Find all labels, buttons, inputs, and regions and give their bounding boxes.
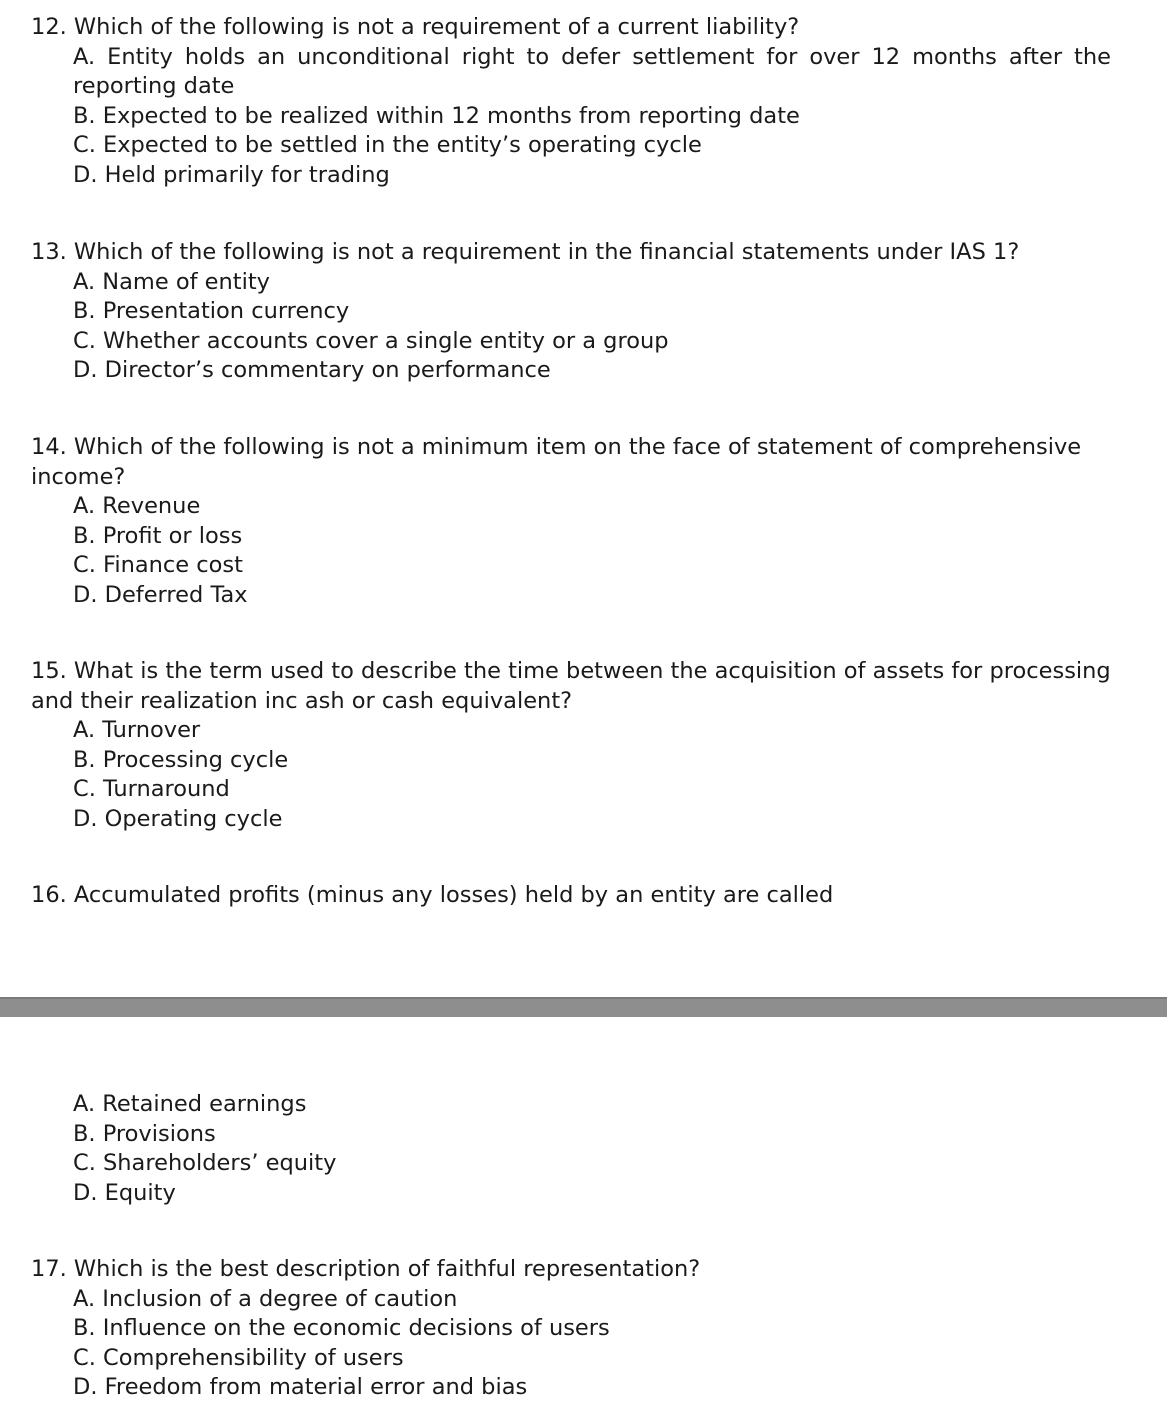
question-17-option-a: A. Inclusion of a degree of caution	[73, 1285, 458, 1312]
question-15-option-b: B. Processing cycle	[73, 746, 289, 773]
question-12-options	[31, 43, 1111, 191]
question-13-text: 13. Which of the following is not a requirement in the financial statements under IAS 1?	[31, 239, 1020, 265]
question-14	[31, 433, 1111, 610]
question-17-option-d: D. Freedom from material error and bias	[73, 1374, 528, 1400]
question-12-option-a: A. Entity holds an unconditional right to defer settlement for over 12 months after the reporting date	[73, 43, 1111, 99]
question-13-option-a: A. Name of entity	[73, 268, 270, 295]
question-15-option-d: D. Operating cycle	[73, 805, 283, 832]
question-17-option-c: C. Comprehensibility of users	[73, 1344, 404, 1371]
question-16-option-d: D. Equity	[73, 1179, 176, 1206]
question-16-options	[31, 1090, 1073, 1208]
question-15-text: 15. What is the term used to describe the time between the acquisition of assets for processing and their realization inc ash or cash equivalent?	[31, 658, 1111, 714]
page-separator	[0, 997, 1167, 1017]
question-12-option-c: C. Expected to be settled in the entity’s operating cycle	[73, 132, 702, 158]
question-14-option-b: B. Profit or loss	[73, 522, 243, 549]
question-12	[31, 13, 1111, 190]
question-12-option-b: B. Expected to be realized within 12 months from reporting date	[73, 102, 800, 129]
question-16-option-b: B. Provisions	[73, 1120, 216, 1147]
question-17-option-b: B. Influence on the economic decisions of users	[73, 1315, 610, 1341]
question-17-options	[31, 1285, 1111, 1403]
question-16-option-c: C. Shareholders’ equity	[73, 1150, 337, 1176]
question-13-option-d: D. Director’s commentary on performance	[73, 357, 551, 383]
question-16	[31, 881, 1111, 911]
question-14-option-d: D. Deferred Tax	[73, 581, 248, 608]
question-13-options	[31, 268, 1111, 386]
question-12-option-d: D. Held primarily for trading	[73, 161, 390, 188]
question-15-options	[31, 716, 1111, 834]
question-15	[31, 657, 1111, 834]
question-14-option-c: C. Finance cost	[73, 552, 243, 578]
question-14-option-a: A. Revenue	[73, 493, 201, 519]
question-15-option-c: C. Turnaround	[73, 776, 230, 802]
question-17-text: 17. Which is the best description of faithful representation?	[31, 1256, 701, 1282]
question-15-option-a: A. Turnover	[73, 717, 201, 743]
question-13	[31, 238, 1111, 386]
question-16-text: 16. Accumulated profits (minus any losses) held by an entity are called	[31, 882, 834, 908]
question-14-options	[31, 492, 1111, 610]
question-17	[31, 1255, 1111, 1403]
question-13-option-c: C. Whether accounts cover a single entity or a group	[73, 327, 669, 354]
question-12-text: 12. Which of the following is not a requirement of a current liability?	[31, 14, 800, 40]
question-13-option-b: B. Presentation currency	[73, 298, 350, 324]
question-14-text: 14. Which of the following is not a minimum item on the face of statement of comprehensive income?	[31, 434, 1082, 490]
question-16-option-a: A. Retained earnings	[73, 1091, 307, 1117]
